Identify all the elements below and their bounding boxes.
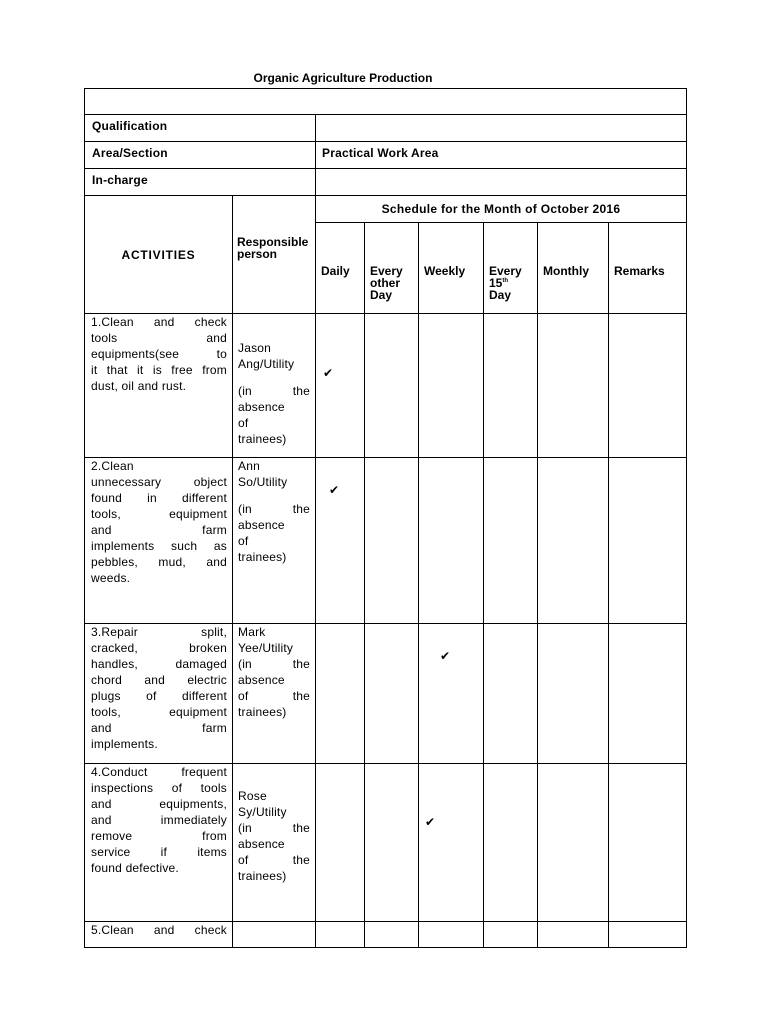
responsible-person-cell xyxy=(233,764,316,922)
monthly-cell xyxy=(538,922,609,948)
activity-line: chord and electric xyxy=(91,673,227,687)
person-line: absence xyxy=(238,400,285,414)
activity-line: handles, damaged xyxy=(91,657,227,671)
activity-line: plugs of different xyxy=(91,689,227,703)
remarks-cell xyxy=(609,922,687,948)
person-line: Jason xyxy=(238,341,272,355)
daily-cell xyxy=(316,922,365,948)
blank-header-row xyxy=(85,89,687,115)
responsible-person-cell xyxy=(233,624,316,764)
person-line: trainees) xyxy=(238,869,287,883)
person-line: absence xyxy=(238,837,285,851)
table-row xyxy=(85,922,687,948)
weekly-cell xyxy=(419,922,484,948)
person-line: Yee/Utility xyxy=(238,641,294,655)
person-line: trainees) xyxy=(238,432,287,446)
activity-line: weeds. xyxy=(91,571,131,585)
monthly-cell xyxy=(538,764,609,922)
person-line: Sy/Utility xyxy=(238,805,287,819)
document-title: Organic Agriculture Production xyxy=(253,71,433,85)
person-line: absence xyxy=(238,518,285,532)
every-other-day-cell xyxy=(365,314,419,458)
area-section-row xyxy=(85,142,687,169)
person-line: So/Utility xyxy=(238,475,288,489)
table-row xyxy=(85,764,687,922)
activity-line: and immediately xyxy=(91,813,227,827)
remarks-cell xyxy=(609,314,687,458)
responsible-header-line-2: person xyxy=(237,247,278,261)
activity-line: it that it is free from xyxy=(91,363,227,377)
responsible-person-header xyxy=(233,196,316,314)
weekly-cell xyxy=(419,314,484,458)
blank-header-cell xyxy=(85,89,687,115)
person-line: trainees) xyxy=(238,550,287,564)
every-15th-day-cell xyxy=(484,764,538,922)
activity-line: and farm xyxy=(91,523,227,537)
remarks-cell xyxy=(609,624,687,764)
freq-every-other-day-header xyxy=(365,223,419,314)
table-row xyxy=(85,458,687,624)
daily-cell xyxy=(316,624,365,764)
checkmark-icon: ✔ xyxy=(329,483,340,497)
every-other-day-cell xyxy=(365,764,419,922)
daily-cell xyxy=(316,458,365,624)
activity-line: tools, equipment xyxy=(91,507,227,521)
freq-monthly-header: Monthly xyxy=(538,223,609,314)
checkmark-icon: ✔ xyxy=(425,815,436,829)
area-section-label: Area/Section xyxy=(85,142,316,169)
checkmark-icon: ✔ xyxy=(323,366,334,380)
activities-header: ACTIVITIES xyxy=(85,196,233,314)
activity-line: 3.Repair split, xyxy=(91,625,227,639)
freq-every15-suffix: th xyxy=(502,278,509,284)
every-15th-day-cell xyxy=(484,922,538,948)
activity-line: dust, oil and rust. xyxy=(91,379,187,393)
person-line: (in the xyxy=(238,821,310,835)
checkmark-icon: ✔ xyxy=(440,649,451,663)
person-line: of xyxy=(238,534,249,548)
remarks-cell xyxy=(609,764,687,922)
every-other-day-cell xyxy=(365,624,419,764)
person-line: of the xyxy=(238,689,310,703)
activity-line: remove from xyxy=(91,829,227,843)
activity-line: 2.Clean xyxy=(91,459,134,473)
activity-line: equipments(see to xyxy=(91,347,227,361)
responsible-header-line-1: Responsible xyxy=(237,235,309,249)
activity-line: implements such as xyxy=(91,539,227,553)
schedule-title-row xyxy=(85,196,687,223)
activity-line: and equipments, xyxy=(91,797,227,811)
incharge-label: In-charge xyxy=(85,169,316,196)
activity-line: 1.Clean and check xyxy=(91,315,227,329)
responsible-person-cell xyxy=(233,458,316,624)
activity-line: unnecessary object xyxy=(91,475,227,489)
freq-every-other-line-3: Day xyxy=(370,288,393,302)
responsible-person-cell xyxy=(233,922,316,948)
freq-weekly-header: Weekly xyxy=(419,223,484,314)
daily-cell xyxy=(316,314,365,458)
weekly-cell xyxy=(419,624,484,764)
schedule-title: Schedule for the Month of October 2016 xyxy=(316,196,687,223)
qualification-row xyxy=(85,115,687,142)
freq-every15-line-1: Every xyxy=(489,264,522,278)
remarks-cell xyxy=(609,458,687,624)
qualification-value xyxy=(316,115,687,142)
activity-line: service if items xyxy=(91,845,227,859)
person-line: absence xyxy=(238,673,285,687)
freq-every-other-line-1: Every xyxy=(370,264,403,278)
activity-cell xyxy=(85,922,233,948)
person-line: Rose xyxy=(238,789,267,803)
activity-line: inspections of tools xyxy=(91,781,227,795)
activity-line: cracked, broken xyxy=(91,641,227,655)
freq-every-other-line-2: other xyxy=(370,276,400,290)
person-line: (in the xyxy=(238,502,310,516)
monthly-cell xyxy=(538,458,609,624)
freq-every-15th-day-header xyxy=(484,223,538,314)
activity-line: 5.Clean and check xyxy=(91,923,227,937)
incharge-value xyxy=(316,169,687,196)
activity-line: tools, equipment xyxy=(91,705,227,719)
schedule-table xyxy=(84,88,687,948)
monthly-cell xyxy=(538,314,609,458)
table-row xyxy=(85,314,687,458)
freq-every15-number: 15 xyxy=(489,276,503,290)
every-15th-day-cell xyxy=(484,624,538,764)
every-other-day-cell xyxy=(365,922,419,948)
incharge-row xyxy=(85,169,687,196)
qualification-label: Qualification xyxy=(85,115,316,142)
activity-cell xyxy=(85,624,233,764)
person-line: (in the xyxy=(238,384,310,398)
person-line: trainees) xyxy=(238,705,287,719)
activity-line: implements. xyxy=(91,737,158,751)
person-line: of xyxy=(238,416,249,430)
activity-cell xyxy=(85,458,233,624)
activity-line: found defective. xyxy=(91,861,179,875)
every-other-day-cell xyxy=(365,458,419,624)
activity-line: tools and xyxy=(91,331,227,345)
freq-daily-header: Daily xyxy=(316,223,365,314)
activity-line: 4.Conduct frequent xyxy=(91,765,227,779)
person-line: Ann xyxy=(238,459,260,473)
freq-every15-line-3: Day xyxy=(489,288,512,302)
freq-remarks-header: Remarks xyxy=(609,223,687,314)
activity-line: and farm xyxy=(91,721,227,735)
person-line: Ang/Utility xyxy=(238,357,295,371)
person-line: of the xyxy=(238,853,310,867)
person-line: (in the xyxy=(238,657,310,671)
activity-line: pebbles, mud, and xyxy=(91,555,227,569)
person-line: Mark xyxy=(238,625,266,639)
area-section-value: Practical Work Area xyxy=(316,142,687,169)
activity-line: found in different xyxy=(91,491,227,505)
every-15th-day-cell xyxy=(484,314,538,458)
weekly-cell xyxy=(419,458,484,624)
table-row xyxy=(85,624,687,764)
responsible-person-cell xyxy=(233,314,316,458)
daily-cell xyxy=(316,764,365,922)
weekly-cell xyxy=(419,764,484,922)
every-15th-day-cell xyxy=(484,458,538,624)
monthly-cell xyxy=(538,624,609,764)
activity-cell xyxy=(85,764,233,922)
activity-cell xyxy=(85,314,233,458)
